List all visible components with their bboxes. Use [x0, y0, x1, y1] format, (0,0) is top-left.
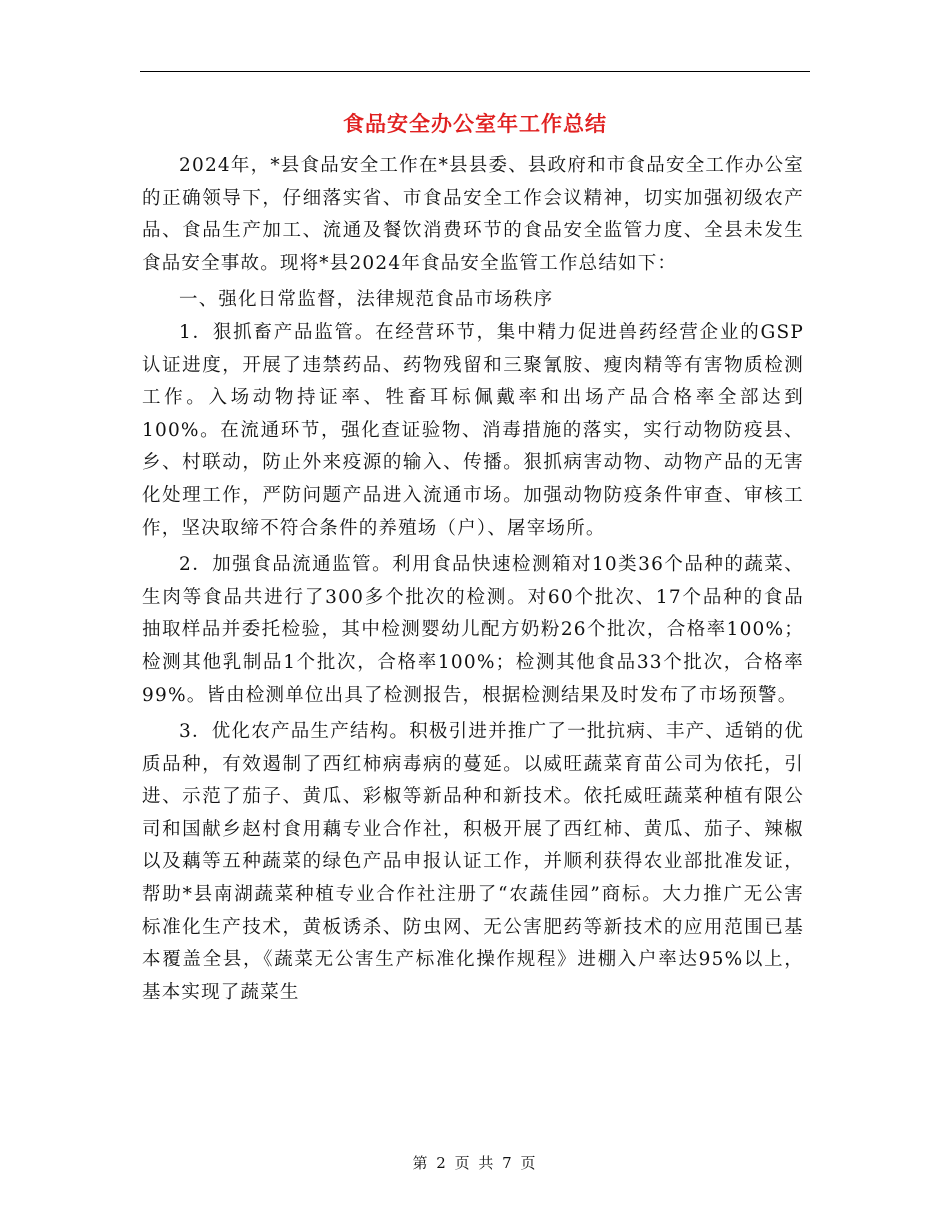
paragraph-item-1: 1．狠抓畜产品监管。在经营环节，集中精力促进兽药经营企业的GSP认证进度，开展了违禁药品、药物残留和三聚氰胺、瘦肉精等有害物质检测工作。入场动物持证率、牲畜耳标佩戴率和出场产品合格率全部达到100%。在流通环节，强化查证验物、消毒措施的落实，实行动物防疫县、乡、村联动，防止外来疫源的输入、传播。狠抓病害动物、动物产品的无害化处理工作，严防问题产品进入流通市场。加强动物防疫条件审查、审核工作，坚决取缔不符合条件的养殖场（户）、屠宰场所。 — [142, 321, 804, 539]
paragraph-item-2: 2．加强食品流通监管。利用食品快速检测箱对10类36个品种的蔬菜、生肉等食品共进行了300多个批次的检测。对60个批次、17个品种的食品抽取样品并委托检验，其中检测婴幼儿配方奶粉26个批次，合格率100%；检测其他乳制品1个批次，合格率100%；检测其他食品33个批次，合格率99%。皆由检测单位出具了检测报告，根据检测结果及时发布了市场预警。 — [142, 554, 804, 706]
header-rule — [140, 71, 810, 72]
paragraph-item-3: 3．优化农产品生产结构。积极引进并推广了一批抗病、丰产、适销的优质品种，有效遏制了西红柿病毒病的蔓延。以威旺蔬菜育苗公司为依托，引进、示范了茄子、黄瓜、彩椒等新品种和新技术。依托威旺蔬菜种植有限公司和国献乡赵村食用藕专业合作社，积极开展了西红柿、黄瓜、茄子、辣椒以及藕等五种蔬菜的绿色产品申报认证工作，并顺利获得农业部批准发证，帮助*县南湖蔬菜种植专业合作社注册了“农蔬佳园”商标。大力推广无公害标准化生产技术，黄板诱杀、防虫网、无公害肥药等新技术的应用范围已基本覆盖全县，《蔬菜无公害生产标准化操作规程》进棚入户率达95%以上，基本实现了蔬菜生 — [142, 721, 804, 1003]
section-heading: 一、强化日常监督，法律规范食品市场秩序 — [179, 289, 554, 311]
paragraph-intro: 2024年，*县食品安全工作在*县县委、县政府和市食品安全工作办公室的正确领导下，仔细落实省、市食品安全工作会议精神，切实加强初级农产品、食品生产加工、流通及餐饮消费环节的食品安全监管力度、全县未发生食品安全事故。现将*县2024年食品安全监管工作总结如下： — [142, 155, 804, 274]
page-number-footer: 第 2 页 共 7 页 — [412, 1154, 538, 1172]
document-body — [142, 150, 804, 1013]
document-title: 食品安全办公室年工作总结 — [343, 111, 607, 136]
